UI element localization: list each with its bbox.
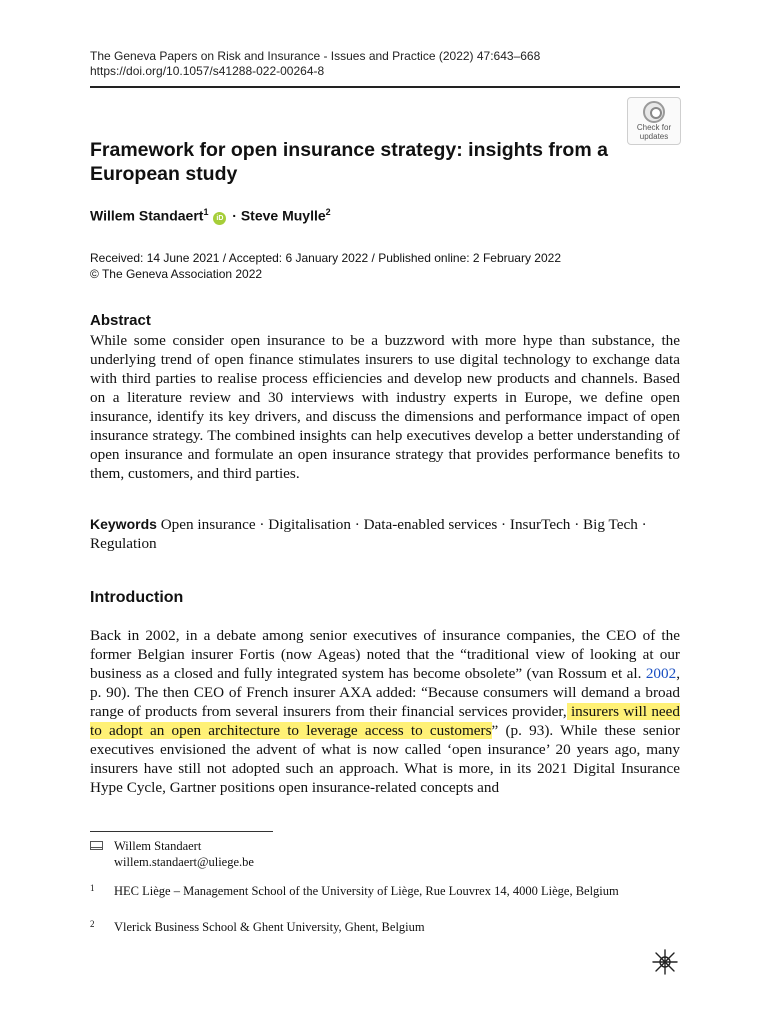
footnote-2 [90, 919, 650, 935]
highlighted-text[interactable]: insurers will need to adopt an open architecture to leverage access to customers [90, 703, 680, 739]
publication-dates [90, 250, 561, 282]
orcid-icon[interactable]: iD [213, 212, 226, 225]
keywords [90, 515, 680, 553]
keywords-heading: Keywords [90, 516, 157, 532]
footnote-1-number: 1 [90, 883, 95, 893]
author-line [90, 207, 331, 225]
corresponding-author [114, 838, 254, 870]
envelope-icon [90, 841, 103, 850]
dates-line: Received: 14 June 2021 / Accepted: 6 January 2022 / Published online: 2 February 2022 [90, 251, 561, 265]
intro-text-4: in its 2021 Digital Insurance Hype Cycle, Gartner positions open insurance-related concepts and [90, 760, 681, 796]
header-rule [90, 86, 680, 88]
author-1-affiliation: 1 [203, 207, 209, 217]
check-badge-line2: updates [639, 132, 669, 141]
footnote-1 [90, 883, 650, 899]
contact-email[interactable]: willem.standaert@uliege.be [114, 855, 254, 869]
footnote-2-number: 2 [90, 919, 95, 929]
springer-horse-icon [650, 947, 680, 977]
doi-link[interactable]: https://doi.org/10.1057/s41288-022-00264-8 [90, 64, 325, 78]
introduction-paragraph [90, 626, 680, 797]
author-2-affiliation: 2 [325, 207, 331, 217]
footnote-rule [90, 831, 273, 832]
abstract-heading: Abstract [90, 312, 151, 329]
intro-text-2: , p. 90). The then CEO of French insurer AXA added: “Because consumers will demand a broad range of products from several insurers from their financial services provider, [90, 665, 680, 720]
footnote-2-text: Vlerick Business School & Ghent University, Ghent, Belgium [114, 920, 425, 934]
author-separator: · [228, 207, 241, 224]
abstract-text: While some consider open insurance to be a buzzword with more hype than substance, the underlying trend of open finance stimulates insurers to use digital technology to exchange data with third parties to realise process efficiencies and develop new products and channels. Based on a literature review and 30 interviews with industry experts in Europe, we define open insurance, identify its key drivers, and discuss the dimensions and performance impact of open insurance strategy. The combined insights can help executives develop a better understanding of open insurance and formulate an open insurance strategy that provides performance benefits to them, customers, and third parties. [90, 332, 680, 482]
article-title: Framework for open insurance strategy: insights from a European study [90, 139, 608, 185]
journal-header [90, 49, 540, 79]
copyright-line: © The Geneva Association 2022 [90, 267, 263, 281]
author-1[interactable]: Willem Standaert [90, 207, 204, 224]
contact-name: Willem Standaert [114, 839, 202, 853]
introduction-heading: Introduction [90, 589, 184, 606]
citation-link[interactable]: 2002 [645, 665, 677, 682]
intro-text-3: ” (p. 93). While these senior executives envisioned the advent of what is now called ‘open insurance’ 20 years ago, many insurers have still not adopted such an approach. What is more, [90, 722, 680, 777]
check-badge-line1: Check for [636, 123, 672, 132]
footnote-1-text: HEC Liège – Management School of the University of Liège, Rue Louvrex 14, 4000 Liège, Belgium [114, 884, 619, 898]
intro-text-1: Back in 2002, in a debate among senior executives of insurance companies, the CEO of the former Belgian insurer Fortis (now Ageas) noted that the “traditional view of looking at our business as a closed and fully integrated system has become obsolete” (van Rossum et al. [90, 627, 680, 682]
crossmark-icon [643, 101, 665, 123]
check-for-updates-badge[interactable] [627, 97, 681, 145]
author-2[interactable]: Steve Muylle [240, 207, 326, 224]
journal-citation: The Geneva Papers on Risk and Insurance - Issues and Practice (2022) 47:643–668 [90, 49, 541, 63]
keywords-list: Open insurance · Digitalisation · Data-enabled services · InsurTech · Big Tech · Regulation [90, 516, 647, 552]
